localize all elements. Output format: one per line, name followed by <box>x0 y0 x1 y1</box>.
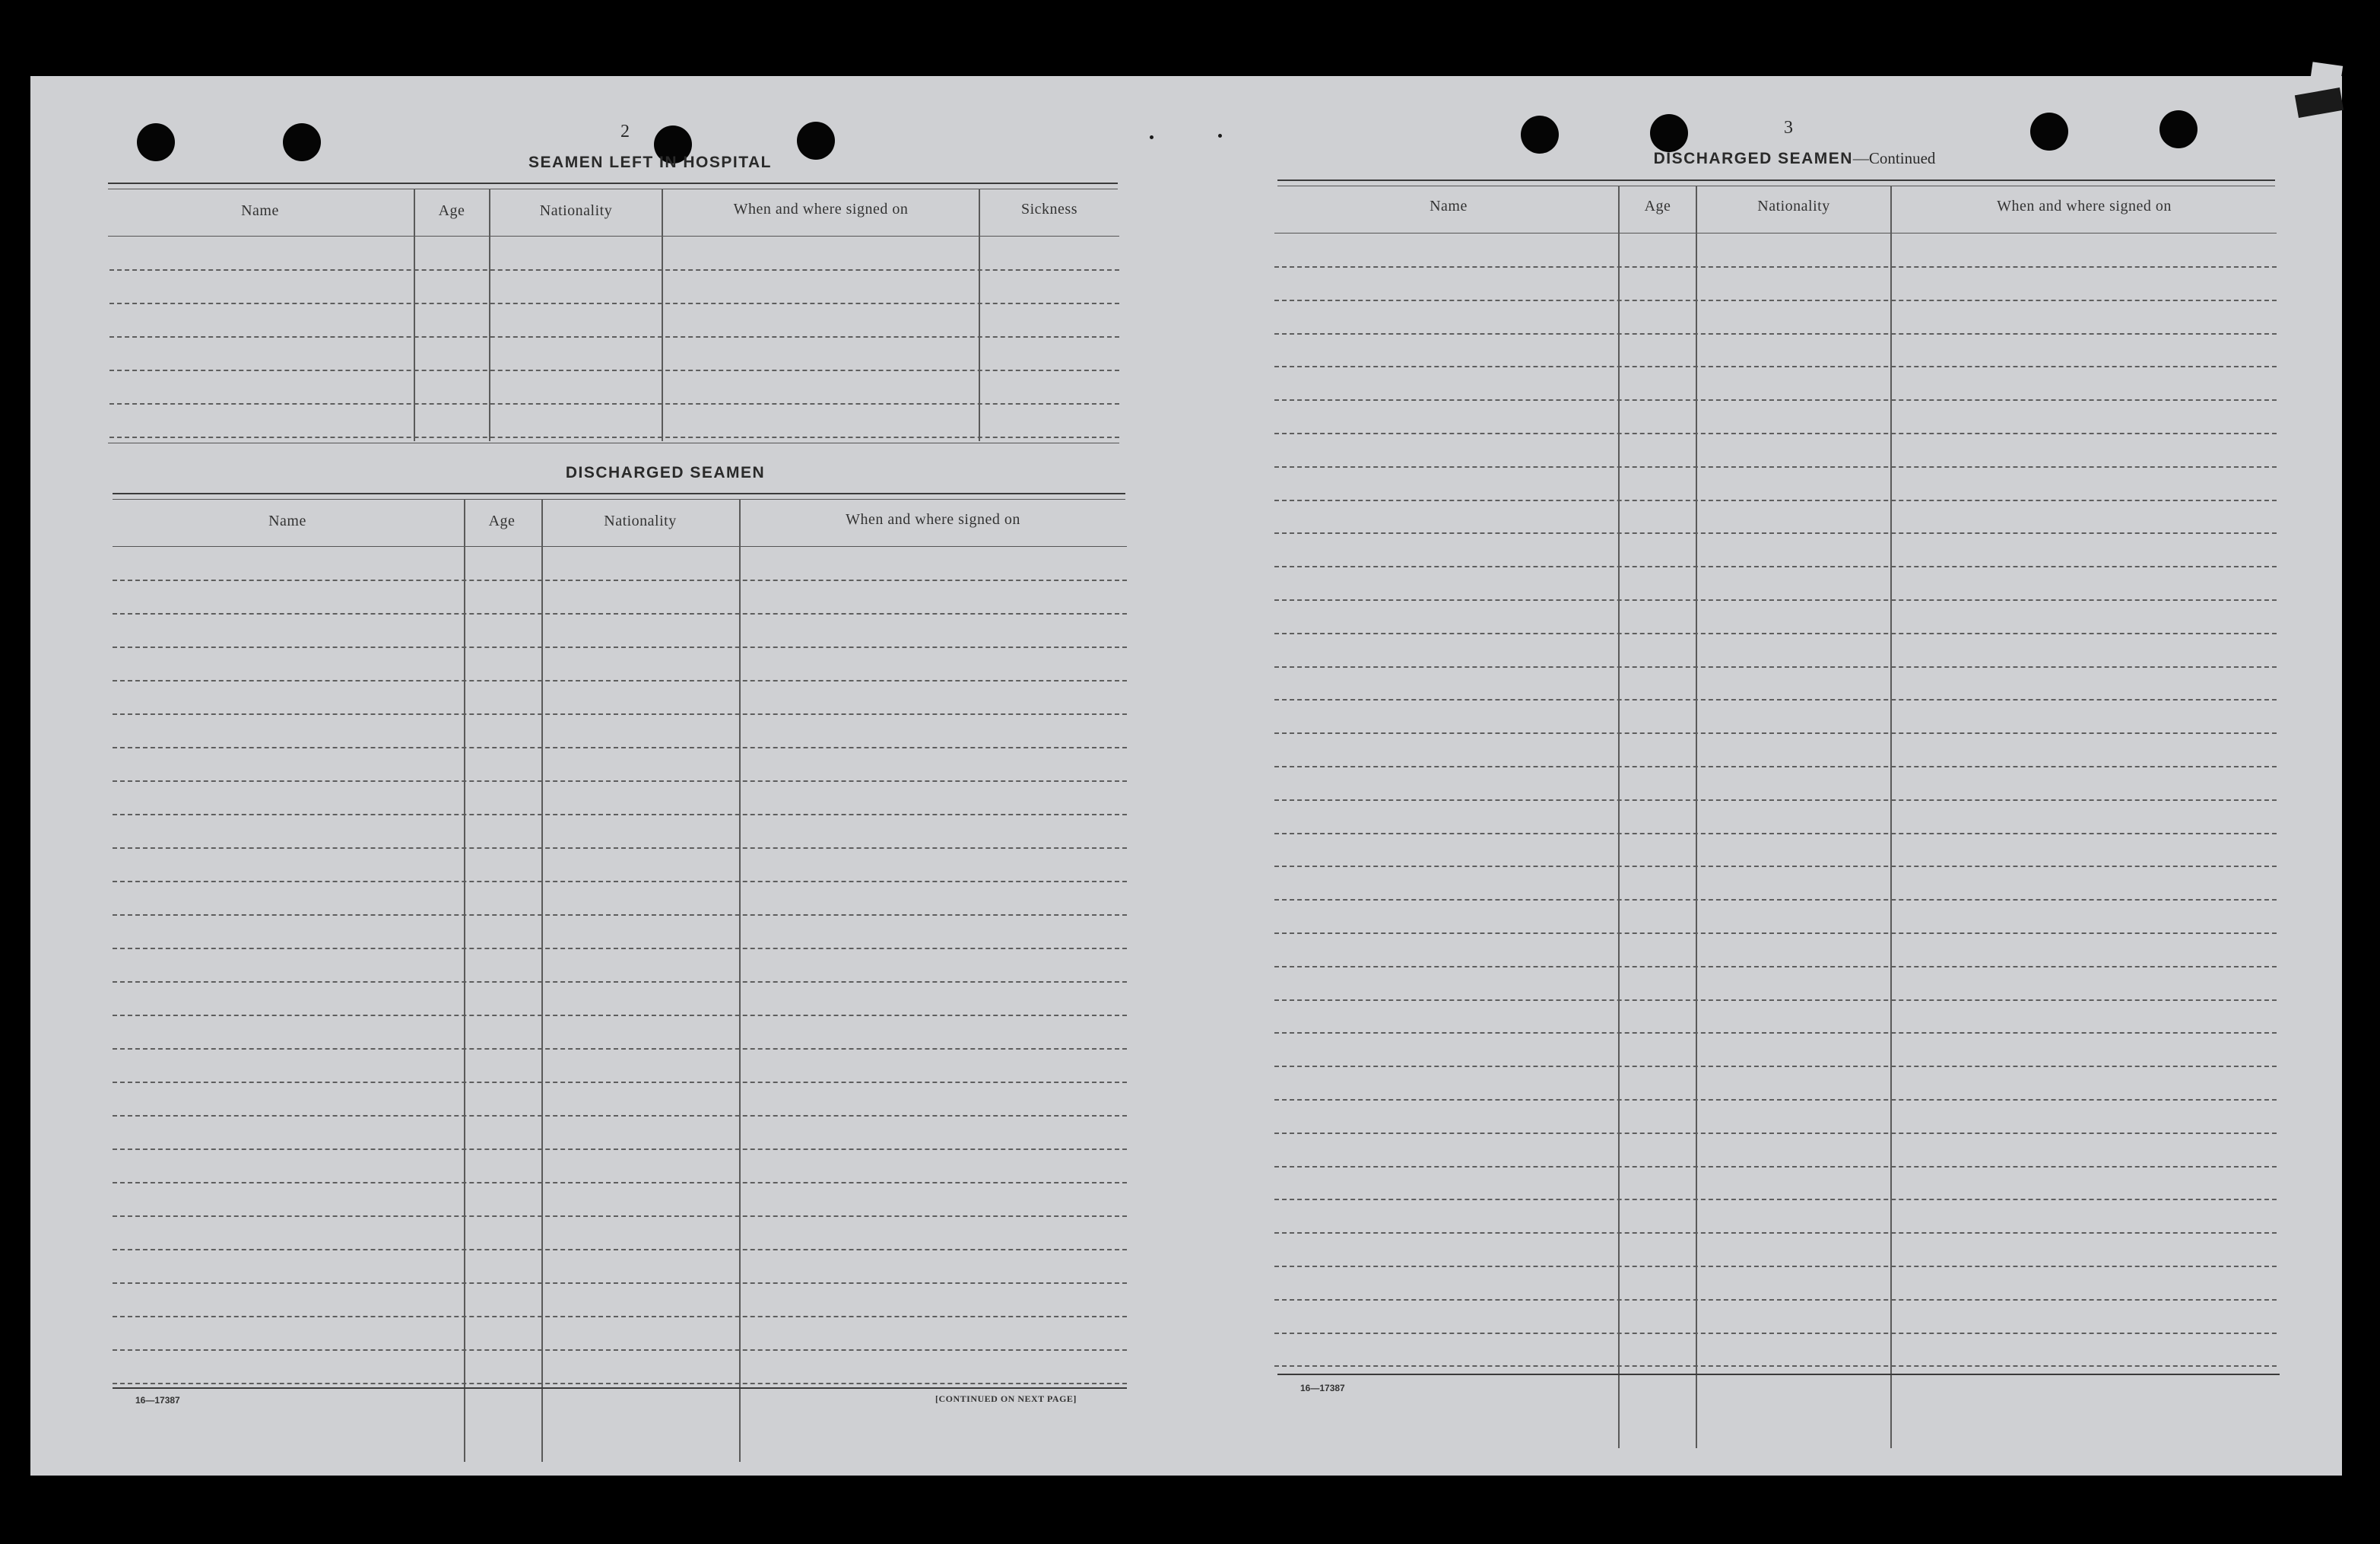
table-row-line <box>1274 333 2277 335</box>
page-number-left: 2 <box>620 122 630 141</box>
continued-divider <box>1618 186 1620 1448</box>
table-row-line <box>113 1182 1127 1183</box>
table-row-line <box>1274 599 2277 601</box>
discharged-divider <box>739 499 741 1462</box>
continued-col-signed-on: When and where signed on <box>1997 198 2172 214</box>
continued-note: [CONTINUED ON NEXT PAGE] <box>935 1393 1077 1404</box>
hospital-col-signed-on: When and where signed on <box>733 201 909 218</box>
table-row-line <box>1274 1032 2277 1034</box>
table-row-line <box>113 814 1127 815</box>
table-row-line <box>1274 266 2277 268</box>
table-row-line <box>1274 1133 2277 1134</box>
table-row-line <box>1274 1333 2277 1334</box>
table-row-line <box>113 1383 1127 1384</box>
discharged-header-rule <box>113 546 1127 547</box>
continued-divider <box>1696 186 1697 1448</box>
punch-hole <box>1521 116 1559 154</box>
table-row-line <box>113 747 1127 748</box>
continued-header-rule <box>1274 233 2277 234</box>
form-code-right: 16—17387 <box>1300 1383 1345 1393</box>
table-row-line <box>113 780 1127 782</box>
table-row-line <box>109 437 1119 438</box>
table-row-line <box>1274 300 2277 301</box>
table-row-line <box>113 981 1127 983</box>
speck <box>1218 134 1222 138</box>
table-row-line <box>1274 1199 2277 1200</box>
table-row-line <box>113 1282 1127 1284</box>
table-row-line <box>109 336 1119 338</box>
table-row-line <box>1274 999 2277 1001</box>
punch-hole <box>2030 113 2068 151</box>
table-row-line <box>113 647 1127 648</box>
hospital-col-sickness: Sickness <box>1021 201 1077 218</box>
hospital-divider <box>662 189 663 441</box>
discharged-divider <box>464 499 465 1462</box>
continued-table-bottom-rule <box>1277 1374 2280 1375</box>
table-row-line <box>1274 932 2277 934</box>
discharged-divider <box>541 499 543 1462</box>
table-row-line <box>1274 1365 2277 1367</box>
table-row-line <box>1274 566 2277 567</box>
table-row-line <box>113 613 1127 615</box>
discharged-continued-title-suffix: —Continued <box>1852 149 1936 167</box>
continued-col-nationality: Nationality <box>1757 198 1830 214</box>
form-code-left: 16—17387 <box>135 1395 180 1406</box>
hospital-section-title: SEAMEN LEFT IN HOSPITAL <box>528 154 772 171</box>
table-row-line <box>1274 666 2277 668</box>
table-row-line <box>113 1115 1127 1117</box>
table-row-line <box>113 1148 1127 1150</box>
punch-hole <box>283 123 321 161</box>
table-row-line <box>1274 500 2277 501</box>
discharged-col-signed-on: When and where signed on <box>846 511 1020 528</box>
table-row-line <box>1274 866 2277 867</box>
table-row-line <box>1274 1299 2277 1301</box>
punch-hole <box>1650 114 1688 152</box>
discharged-table-bottom-rule <box>113 1387 1127 1389</box>
hospital-divider <box>489 189 490 441</box>
table-row-line <box>1274 433 2277 434</box>
document-sheet <box>30 76 2342 1476</box>
discharged-section-title: DISCHARGED SEAMEN <box>565 464 766 481</box>
table-row-line <box>1274 899 2277 901</box>
table-row-line <box>113 847 1127 849</box>
table-row-line <box>1274 633 2277 634</box>
table-row-line <box>1274 833 2277 834</box>
table-row-line <box>109 370 1119 371</box>
hospital-table-top-rule <box>108 183 1118 189</box>
table-row-line <box>113 948 1127 949</box>
table-row-line <box>1274 1166 2277 1168</box>
table-row-line <box>1274 366 2277 367</box>
table-row-line <box>113 1249 1127 1250</box>
table-row-line <box>113 1048 1127 1050</box>
table-row-line <box>113 1015 1127 1016</box>
table-row-line <box>1274 732 2277 734</box>
discharged-continued-title <box>1582 149 2007 168</box>
table-row-line <box>1274 1066 2277 1067</box>
table-row-line <box>1274 532 2277 534</box>
table-row-line <box>1274 1099 2277 1101</box>
table-row-line <box>113 1215 1127 1217</box>
table-row-line <box>1274 466 2277 468</box>
table-row-line <box>1274 966 2277 967</box>
table-row-line <box>109 403 1119 405</box>
table-row-line <box>1274 1232 2277 1234</box>
table-row-line <box>113 713 1127 715</box>
hospital-col-nationality: Nationality <box>539 202 613 219</box>
punch-hole <box>137 123 175 161</box>
continued-col-name: Name <box>1430 198 1468 214</box>
table-row-line <box>113 914 1127 916</box>
table-row-line <box>1274 1266 2277 1267</box>
discharged-col-age: Age <box>488 513 516 529</box>
page-number-right: 3 <box>1784 118 1793 138</box>
discharged-table-top-rule <box>113 493 1125 500</box>
hospital-col-name: Name <box>241 202 279 219</box>
discharged-col-name: Name <box>268 513 306 529</box>
discharged-col-nationality: Nationality <box>604 513 677 529</box>
table-row-line <box>1274 699 2277 701</box>
table-row-line <box>113 680 1127 681</box>
hospital-header-rule <box>108 236 1119 237</box>
hospital-divider <box>414 189 415 441</box>
hospital-divider <box>979 189 980 441</box>
table-row-line <box>1274 766 2277 767</box>
punch-hole <box>2159 110 2198 148</box>
continued-col-age: Age <box>1644 198 1671 214</box>
continued-table-top-rule <box>1277 179 2275 186</box>
speck <box>1150 135 1154 139</box>
table-row-line <box>113 1349 1127 1351</box>
table-row-line <box>109 269 1119 271</box>
table-row-line <box>1274 799 2277 801</box>
table-row-line <box>113 881 1127 882</box>
table-row-line <box>113 1316 1127 1317</box>
table-row-line <box>109 303 1119 304</box>
discharged-continued-title-main: DISCHARGED SEAMEN <box>1653 150 1853 167</box>
continued-divider <box>1890 186 1892 1448</box>
table-row-line <box>113 580 1127 581</box>
hospital-col-age: Age <box>438 202 465 219</box>
table-row-line <box>1274 399 2277 401</box>
table-row-line <box>113 1082 1127 1083</box>
